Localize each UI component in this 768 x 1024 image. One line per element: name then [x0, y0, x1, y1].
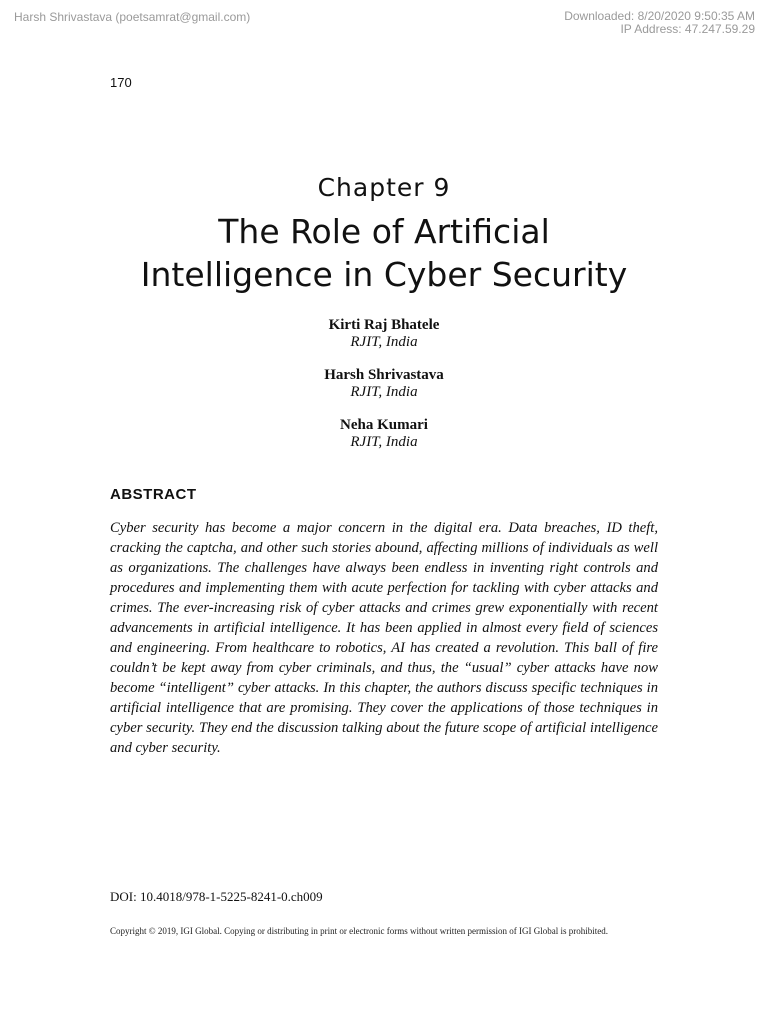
author-affiliation: RJIT, India: [350, 434, 418, 450]
author-block: [0, 367, 768, 401]
author-block: [0, 417, 768, 451]
author-affiliation: RJIT, India: [350, 384, 418, 400]
abstract-heading: ABSTRACT: [110, 486, 197, 503]
chapter-title: [0, 210, 768, 296]
chapter-label: Chapter 9: [317, 173, 451, 202]
author-list: [0, 317, 768, 467]
author-name: Neha Kumari: [340, 417, 428, 433]
download-watermark-user: Harsh Shrivastava (poetsamrat@gmail.com): [14, 10, 251, 24]
chapter-title-line-2: Intelligence in Cyber Security: [140, 255, 628, 294]
download-watermark-info: [564, 10, 755, 36]
chapter-title-line-1: The Role of Artificial: [218, 212, 550, 251]
author-name: Harsh Shrivastava: [324, 367, 444, 383]
abstract-text: Cyber security has become a major concern in the digital era. Data breaches, ID theft, cracking the captcha, and other such stories abound, affecting millions of individuals as well as organizations. The challenges have always been endless in inventing right controls and procedures and implementing them with acute perfection for tackling with cyber attacks and crimes. The ever-increasing risk of cyber attacks and crimes grew exponentially with recent advancements in artificial intelligence. It has been applied in almost every field of sciences and engineering. From healthcare to robotics, AI has created a revolution. This ball of fire couldn’t be kept away from cyber criminals, and thus, the “usual” cyber attacks have now become “intelligent” cyber attacks. In this chapter, the authors discuss specific techniques in artificial intelligence that are promising. They cover the applications of those techniques in cyber security. They end the discussion talking about the future scope of artificial intelligence and cyber security.: [110, 520, 658, 756]
download-timestamp: Downloaded: 8/20/2020 9:50:35 AM: [564, 9, 755, 23]
ip-address: IP Address: 47.247.59.29: [620, 22, 755, 36]
doi: DOI: 10.4018/978-1-5225-8241-0.ch009: [110, 889, 323, 904]
author-name: Kirti Raj Bhatele: [328, 317, 440, 333]
copyright-notice: Copyright © 2019, IGI Global. Copying or distributing in print or electronic forms without written permission of IGI Global is prohibited.: [110, 926, 609, 936]
page-number: 170: [110, 75, 132, 90]
author-block: [0, 317, 768, 351]
author-affiliation: RJIT, India: [350, 334, 418, 350]
